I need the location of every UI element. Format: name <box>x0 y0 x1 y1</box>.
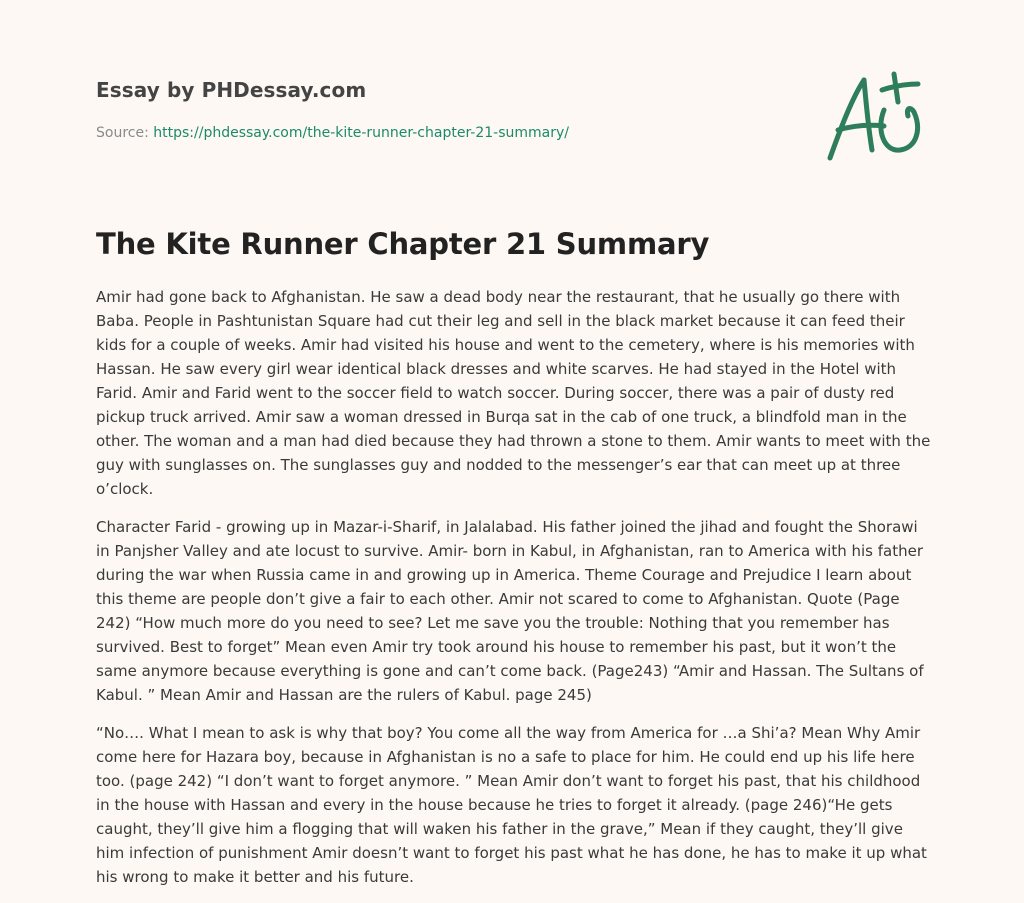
essay-paragraph: Amir had gone back to Afghanistan. He saw a dead body near the restaurant, that he usually go there with Baba. People in Pashtunistan Square had cut their leg and sell in the black market because it can feed their kids for a couple of weeks. Amir had visited his house and went to the cemetery, where is his memories with Hassan. He saw every girl wear identical black dresses and white scarves. He had stayed in the Hotel with Farid. Amir and Farid went to the soccer field to watch soccer. During soccer, there was a pair of dusty red pickup truck arrived. Amir saw a woman dressed in Burqa sat in the cab of one truck, a blindfold man in the other. The woman and a man had died because they had thrown a stone to them. Amir wants to meet with the guy with sunglasses on. The sunglasses guy and nodded to the messenger’s ear that can meet up at three o’clock. <box>96 288 931 498</box>
essay-paragraph: “No…. What I mean to ask is why that boy? You come all the way from America for …a Shi’a? Mean Why Amir come here for Hazara boy, because in Afghanistan is no a safe to place for him. He could end up his life here too. (page 242) “I don’t want to forget anymore. ” Mean Amir don’t want to forget his past, that his childhood in the house with Hassan and every in the house because he tries to forget it already. (page 246)“He gets caught, they’ll give him a flogging that will waken his father in the grave,” Mean if they caught, they’ll give him infection of punishment Amir doesn’t want to forget his past what he has done, he has to make it up what his wrong to make it better and his future. <box>96 724 927 886</box>
source-link[interactable]: https://phdessay.com/the-kite-runner-chapter-21-summary/ <box>153 125 570 141</box>
essay-title: The Kite Runner Chapter 21 Summary <box>96 227 710 261</box>
header <box>96 78 796 142</box>
a-plus-logo-graphic <box>822 68 926 164</box>
source-label: Source: <box>96 125 154 141</box>
essay-body <box>96 285 932 903</box>
source-line <box>96 124 796 142</box>
essay-paragraph: Character Farid - growing up in Mazar-i-Sharif, in Jalalabad. His father joined the jihad and fought the Shorawi in Panjsher Valley and ate locust to survive. Amir- born in Kabul, in Afghanistan, ran to America with his father during the war when Russia came in and growing up in America. Theme Courage and Prejudice I learn about this theme are people don’t give a fair to each other. Amir not scared to come to Afghanistan. Quote (Page 242) “How much more do you need to see? Let me save you the trouble: Nothing that you remember has survived. Best to forget” Mean even Amir try took around his house to remember his past, but it won’t the same anymore because everything is gone and can’t come back. (Page243) “Amir and Hassan. The Sultans of Kabul. ” Mean Amir and Hassan are the rulers of Kabul. page 245) <box>96 518 924 704</box>
site-title: Essay by PHDessay.com <box>96 78 367 102</box>
a-plus-logo-icon <box>822 68 926 164</box>
